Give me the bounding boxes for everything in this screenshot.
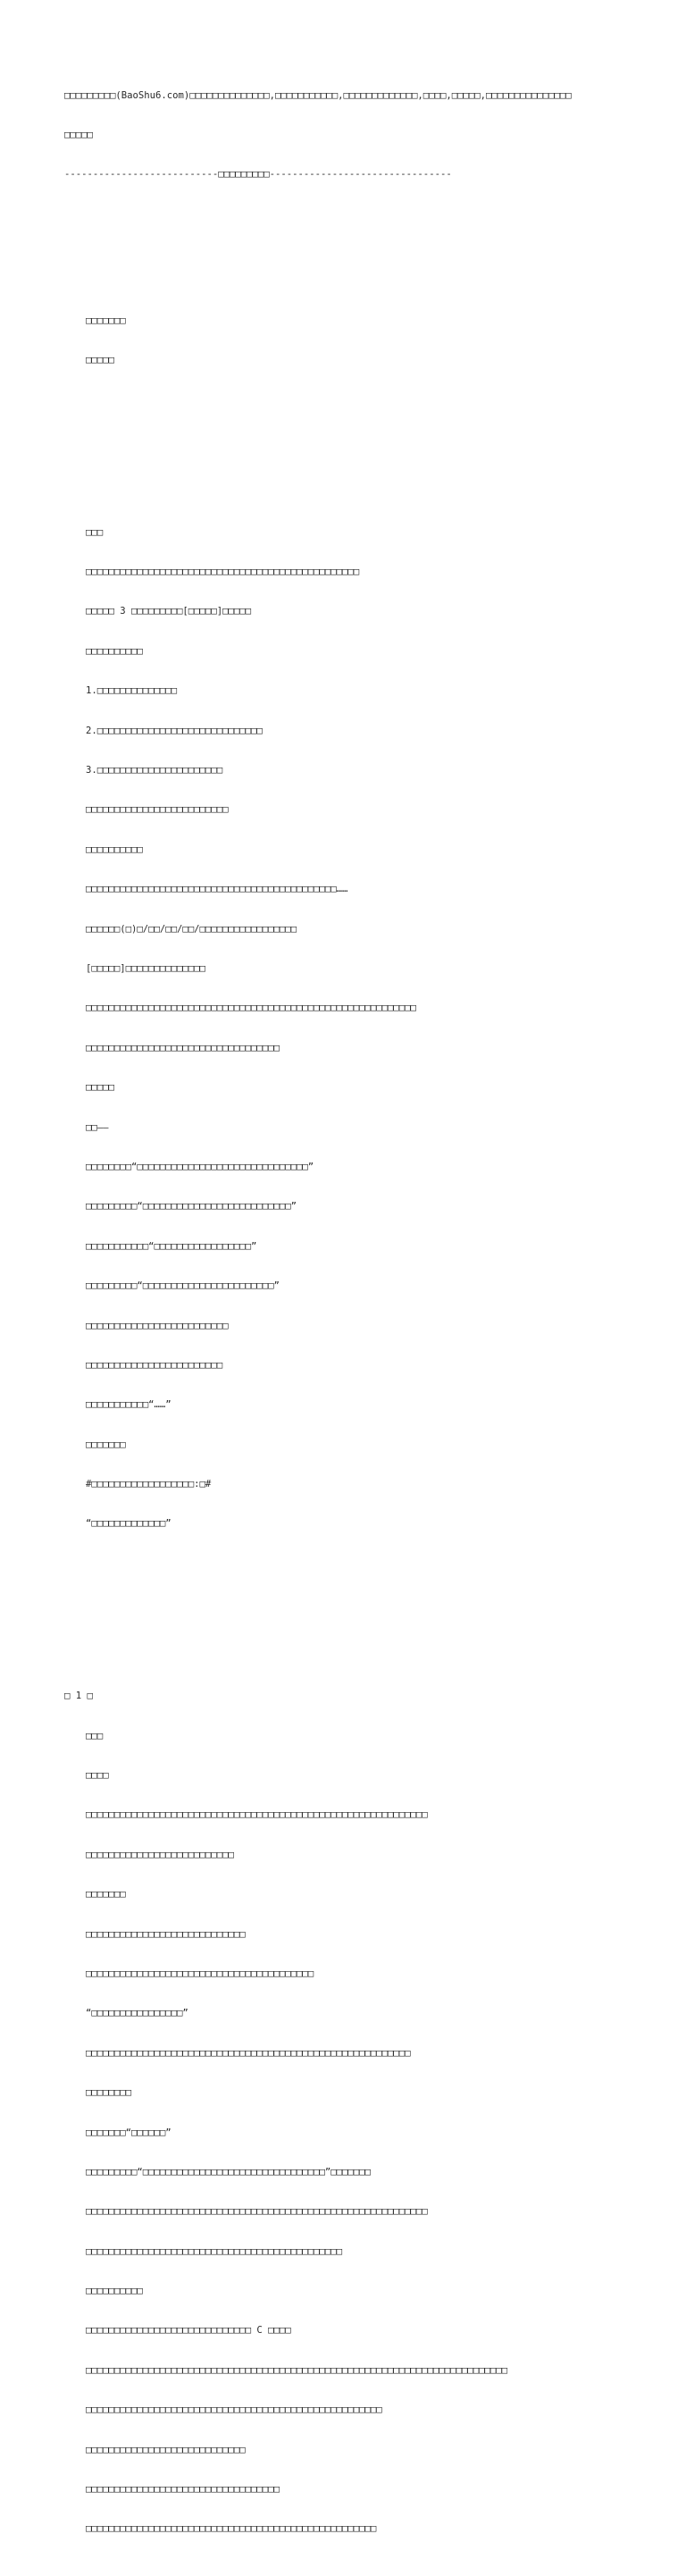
- chapter-line: □□□□□□□□□□□□□□□□□□□□□□□□□□□□: [86, 2444, 246, 2455]
- intro-line: □□□□□□□: [86, 1439, 126, 1450]
- intro-line: □□□□□□□□□□□□□□□□□□□□□□□□□: [86, 804, 229, 816]
- intro-line: □□□□□□□□□□□“□□□□□□□□□□□□□□□□□”: [86, 1240, 257, 1252]
- title-block: [64, 288, 672, 393]
- chapter-line: □□□□□□□□: [86, 2087, 132, 2099]
- chapter-line: □□□□□□□□□□□□□□□□□□□□□□□□□□□□□□□□□□□□□□□□: [86, 1968, 314, 1979]
- chapter-heading: □ 1 □: [64, 1691, 93, 1702]
- spacer: [64, 222, 672, 248]
- chapter-line: □□□□□□□□□□□□□□□□□□□□□□□□□□□□□□□□□□□□□□□□□□□□□: [86, 2245, 343, 2257]
- intro-section: [64, 499, 672, 1557]
- chapter-line: □□□□□□□: [86, 1889, 126, 1901]
- chapter-line: □□□□□□□□□□□□□□□□□□□□□□□□□□□□□□□□□□□□□□□□□□□□□□□□□□□: [86, 2523, 377, 2535]
- intro-line: □□□□□□□□□□: [86, 843, 143, 855]
- intro-line: #□□□□□□□□□□□□□□□□□□:□#: [86, 1479, 212, 1490]
- chapter-line: □□□□□□□□□□□□□□□□□□□□□□□□□□: [86, 1849, 234, 1860]
- intro-line: □□□: [86, 526, 104, 538]
- intro-line: □□□□□□□□“□□□□□□□□□□□□□□□□□□□□□□□□□□□□□□”: [86, 1161, 314, 1172]
- chapter-line: □□□□□□□□□□□□□□□□□□□□□□□□□□□□□□□□□□□□□□□□□□□□□□□□□□□□: [86, 2404, 382, 2416]
- chapter-line: □□□□□□□□□□□□□□□□□□□□□□□□□□□□□□□□□□: [86, 2484, 280, 2496]
- intro-line: □□□□□□□□□□: [86, 645, 143, 657]
- intro-line: □□□□□□□□□“□□□□□□□□□□□□□□□□□□□□□□□□□□”: [86, 1201, 297, 1212]
- chapter-line: □□□□□□□□□□□□□□□□□□□□□□□□□□□□□□□□□□□□□□□□□□□□□□□□□□□□□□□□□□□□: [86, 2206, 428, 2218]
- chapter-line: □□□□□□□“□□□□□□”: [86, 2127, 172, 2138]
- chapter-line: □□□□□□□□□□□□□□□□□□□□□□□□□□□□□□□□□□□□□□□□□□□□□□□□□□□□□□□□□□□□: [86, 1809, 428, 1821]
- intro-line: □□□□□□□□□“□□□□□□□□□□□□□□□□□□□□□□□”: [86, 1280, 280, 1292]
- spacer: [64, 1597, 672, 1624]
- chapter-line: □□□□□□□□□□□□□□□□□□□□□□□□□□□□□ C □□□□: [86, 2325, 291, 2337]
- intro-line: 1.□□□□□□□□□□□□□□: [86, 685, 178, 697]
- header-line-1: □□□□□□□□□(BaoShu6.com)□□□□□□□□□□□□□□,□□□□□□□□□□□,□□□□□□□□□□□□□,□□□□,□□□□□,□□□□□□□□□□□□□□□: [64, 89, 572, 101]
- intro-line: □□□□□□□□□□□“……”: [86, 1399, 172, 1411]
- intro-line: 2.□□□□□□□□□□□□□□□□□□□□□□□□□□□□□: [86, 725, 263, 736]
- spacer: [64, 433, 672, 460]
- intro-line: □□——: [86, 1121, 109, 1133]
- chapter-line: □□□: [86, 1730, 104, 1741]
- chapter-line: □□□□□□□□□□□□□□□□□□□□□□□□□□□□□□□□□□□□□□□□□□□□□□□□□□□□□□□□□: [86, 2047, 411, 2059]
- chapter-line: □□□□□□□□□“□□□□□□□□□□□□□□□□□□□□□□□□□□□□□□□□”□□□□□□□: [86, 2166, 371, 2177]
- chapter-line: □□□□□□□□□□□□□□□□□□□□□□□□□□□□□□□□□□□□□□□□□□□□□□□□□□□□□□□□□□□□□□□□□□□□□□□□□□: [86, 2364, 507, 2376]
- intro-line: □□□□□□□□□□□□□□□□□□□□□□□□□□□□□□□□□□□□□□□□□□□□□□□□□□□□□□□□□□: [86, 1003, 416, 1014]
- chapter-section: [64, 1664, 672, 2563]
- intro-line: □□□□□: [86, 1082, 114, 1094]
- intro-line: 3.□□□□□□□□□□□□□□□□□□□□□□: [86, 765, 223, 776]
- intro-line: “□□□□□□□□□□□□□”: [86, 1518, 172, 1530]
- title-line: □□□□□□□: [86, 315, 126, 326]
- intro-line: □□□□□□□□□□□□□□□□□□□□□□□□: [86, 1359, 223, 1371]
- header-line-2: □□□□□: [64, 129, 93, 140]
- chapter-line: “□□□□□□□□□□□□□□□□”: [86, 2008, 188, 2019]
- intro-line: □□□□□□□□□□□□□□□□□□□□□□□□□: [86, 1320, 229, 1331]
- chapter-line: □□□□□□□□□□□□□□□□□□□□□□□□□□□□: [86, 1928, 246, 1940]
- intro-line: [□□□□□]□□□□□□□□□□□□□□: [86, 963, 205, 974]
- intro-line: □□□□□ 3 □□□□□□□□□[□□□□□]□□□□□: [86, 606, 251, 617]
- intro-line: □□□□□□□□□□□□□□□□□□□□□□□□□□□□□□□□□□: [86, 1042, 280, 1053]
- document-body: [64, 63, 672, 2576]
- header-divider: ---------------------------□□□□□□□□□--------------------------------: [64, 169, 452, 180]
- intro-line: □□□□□□(□)□/□□/□□/□□/□□□□□□□□□□□□□□□□□: [86, 923, 297, 935]
- chapter-line: □□□□□□□□□□: [86, 2286, 143, 2297]
- intro-line: □□□□□□□□□□□□□□□□□□□□□□□□□□□□□□□□□□□□□□□□□□□□……: [86, 884, 348, 895]
- chapter-line: □□□□: [86, 1770, 109, 1782]
- intro-line: □□□□□□□□□□□□□□□□□□□□□□□□□□□□□□□□□□□□□□□□□□□□□□□□: [86, 566, 360, 578]
- title-line: □□□□□: [86, 354, 114, 365]
